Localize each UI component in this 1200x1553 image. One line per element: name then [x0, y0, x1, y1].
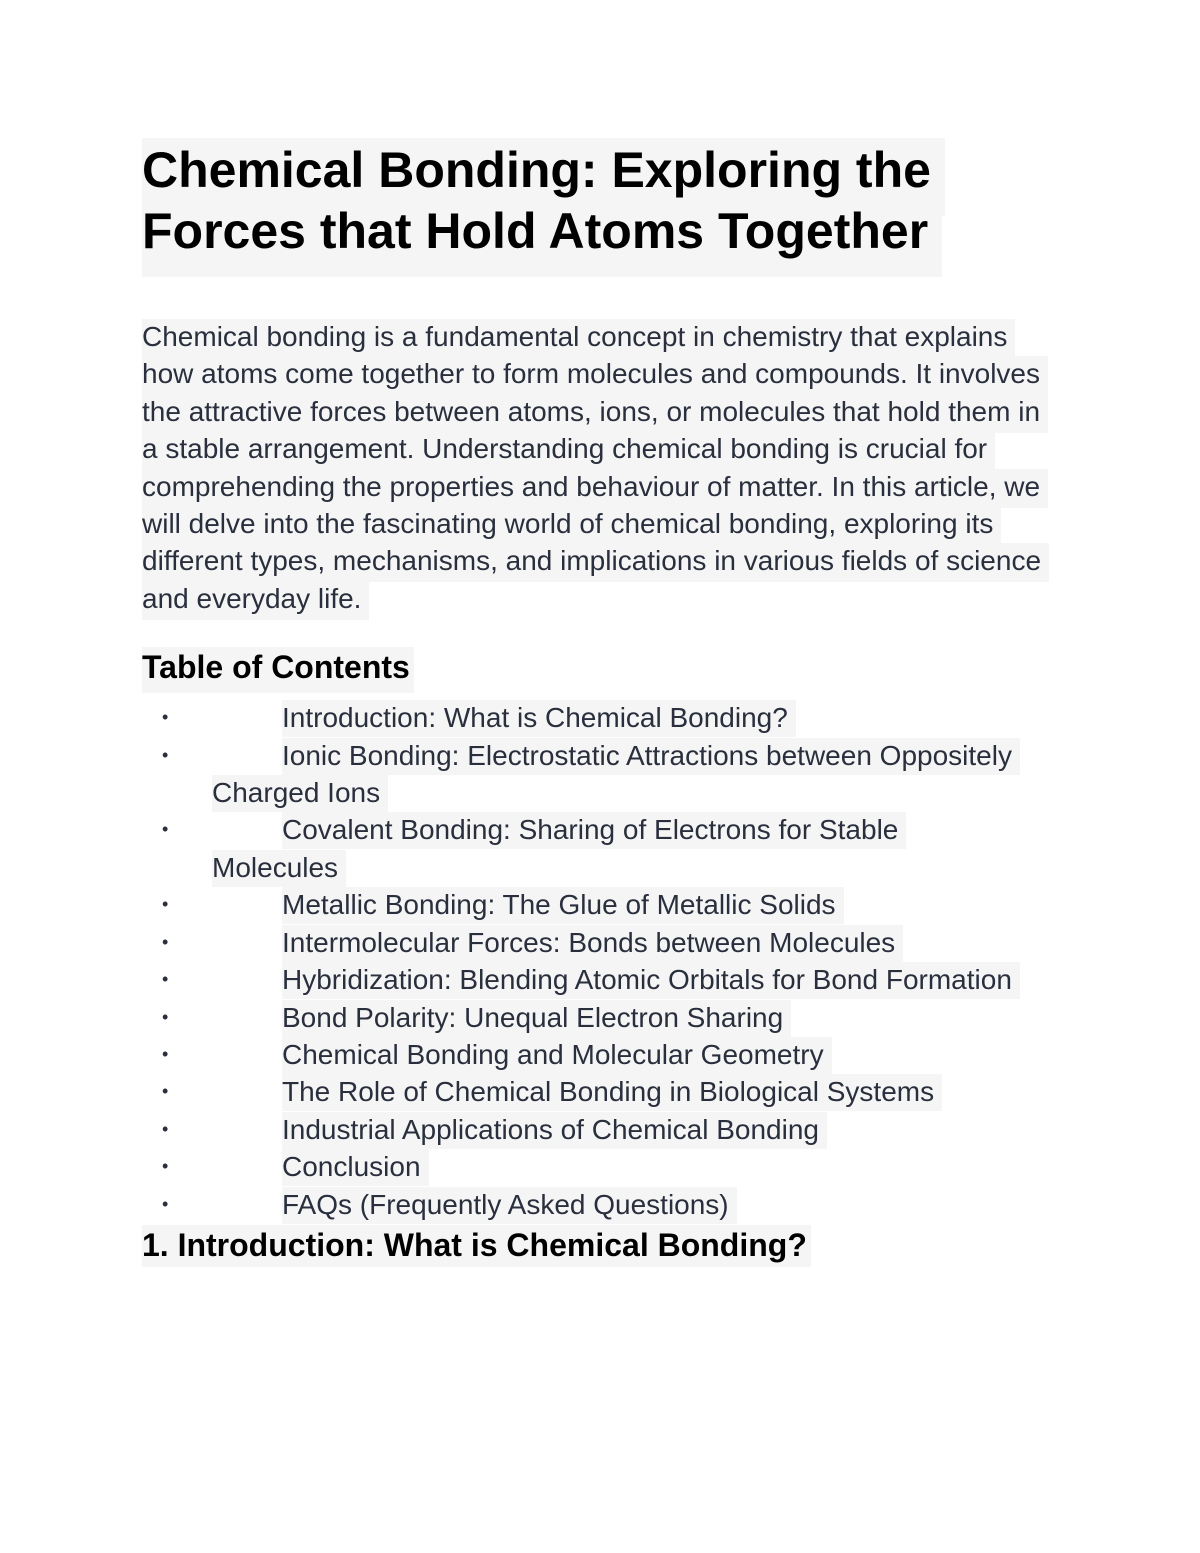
intro-paragraph-text: Chemical bonding is a fundamental concept in chemistry that explains how atoms come together to form molecules and compounds. It involves the attractive forces between atoms, ions, or molecules that hold them in a stable arrangement. Understanding chemical bonding is crucial for comprehending the properties and behaviour of matter. In this article, we will delve into the fascinating world of chemical bonding, exploring its different types, mechanisms, and implications in various fields of science and everyday life. — [142, 319, 1049, 620]
bullet-icon: • — [162, 1193, 169, 1214]
toc-item-label: Covalent Bonding: Sharing of Electrons for Stable Molecules — [212, 812, 906, 886]
intro-paragraph — [142, 318, 1062, 617]
toc-heading — [142, 647, 1062, 687]
document-title-text: Chemical Bonding: Exploring the Forces that Hold Atoms Together — [142, 138, 945, 277]
bullet-icon: • — [162, 1081, 169, 1102]
toc-item-covalent-bonding — [142, 811, 1032, 886]
bullet-icon: • — [162, 707, 169, 728]
document-title — [142, 140, 1002, 262]
toc-item-label: Ionic Bonding: Electrostatic Attractions between Oppositely Charged Ions — [212, 738, 1020, 812]
toc-item-hybridization — [142, 961, 1032, 998]
bullet-icon: • — [162, 931, 169, 952]
bullet-icon: • — [162, 969, 169, 990]
table-of-contents — [142, 699, 1062, 1223]
toc-item-molecular-geometry — [142, 1036, 1032, 1073]
document-page — [142, 140, 1062, 1265]
toc-item-label: The Role of Chemical Bonding in Biological Systems — [282, 1074, 942, 1111]
toc-item-conclusion — [142, 1148, 1032, 1185]
bullet-icon: • — [162, 1156, 169, 1177]
bullet-icon: • — [162, 1006, 169, 1027]
bullet-icon: • — [162, 1043, 169, 1064]
toc-item-label: Metallic Bonding: The Glue of Metallic Solids — [282, 887, 844, 924]
toc-item-label: FAQs (Frequently Asked Questions) — [282, 1187, 737, 1224]
toc-item-intermolecular-forces — [142, 924, 1032, 961]
toc-item-bond-polarity — [142, 999, 1032, 1036]
section-heading-text: 1. Introduction: What is Chemical Bonding? — [142, 1225, 811, 1267]
toc-heading-text: Table of Contents — [142, 647, 414, 693]
toc-item-biological-systems — [142, 1073, 1032, 1110]
toc-item-label: Industrial Applications of Chemical Bonding — [282, 1112, 827, 1149]
bullet-icon: • — [162, 1118, 169, 1139]
toc-item-label: Bond Polarity: Unequal Electron Sharing — [282, 1000, 791, 1037]
bullet-icon: • — [162, 744, 169, 765]
toc-item-industrial-applications — [142, 1111, 1032, 1148]
bullet-icon: • — [162, 819, 169, 840]
toc-item-label: Introduction: What is Chemical Bonding? — [282, 700, 796, 737]
toc-item-metallic-bonding — [142, 886, 1032, 923]
toc-item-label: Intermolecular Forces: Bonds between Molecules — [282, 925, 903, 962]
section-heading-introduction — [142, 1225, 1062, 1265]
toc-item-introduction — [142, 699, 1032, 736]
toc-item-label: Chemical Bonding and Molecular Geometry — [282, 1037, 832, 1074]
toc-item-label: Hybridization: Blending Atomic Orbitals for Bond Formation — [282, 962, 1020, 999]
toc-item-faqs — [142, 1186, 1032, 1223]
toc-item-ionic-bonding — [142, 737, 1032, 812]
bullet-icon: • — [162, 894, 169, 915]
toc-item-label: Conclusion — [282, 1149, 429, 1186]
